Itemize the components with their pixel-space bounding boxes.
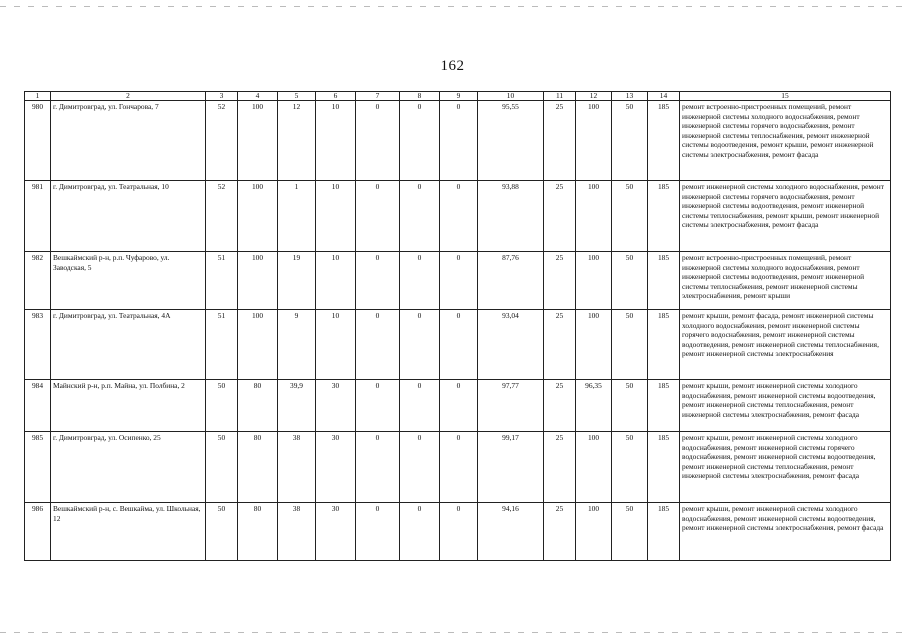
- value-cell: 93,04: [478, 310, 544, 380]
- value-cell: 50: [206, 432, 238, 503]
- table-row: [25, 181, 891, 252]
- value-cell: 93,88: [478, 181, 544, 252]
- address-cell: Вешкаймский р-н, с. Вешкайма, ул. Школьная, 12: [51, 503, 206, 561]
- registry-table: [24, 91, 891, 561]
- value-cell: 0: [440, 252, 478, 310]
- address-cell: г. Димитровград, ул. Театральная, 10: [51, 181, 206, 252]
- table-row: [25, 380, 891, 432]
- value-cell: 50: [612, 432, 648, 503]
- value-cell: 19: [278, 252, 316, 310]
- value-cell: 50: [612, 503, 648, 561]
- value-cell: 52: [206, 181, 238, 252]
- column-header: 13: [612, 92, 648, 101]
- value-cell: 0: [400, 101, 440, 181]
- value-cell: 100: [238, 252, 278, 310]
- value-cell: 185: [648, 380, 680, 432]
- value-cell: 0: [400, 503, 440, 561]
- value-cell: 97,77: [478, 380, 544, 432]
- value-cell: 50: [612, 101, 648, 181]
- value-cell: 0: [440, 503, 478, 561]
- column-header: 10: [478, 92, 544, 101]
- value-cell: 95,55: [478, 101, 544, 181]
- column-header: 5: [278, 92, 316, 101]
- value-cell: 0: [400, 181, 440, 252]
- value-cell: 0: [400, 380, 440, 432]
- row-id: 984: [25, 380, 51, 432]
- value-cell: 38: [278, 503, 316, 561]
- value-cell: 80: [238, 503, 278, 561]
- works-cell: ремонт встроенно-пристроенных помещений, ремонт инженерной системы холодного водоснабжения, ремонт инженерной системы водоотведения, ремонт инженерной системы теплоснабжения, ремонт инженерной системы электроснабжения, ремонт крыши: [680, 252, 891, 310]
- value-cell: 100: [238, 101, 278, 181]
- value-cell: 51: [206, 252, 238, 310]
- column-header: 11: [544, 92, 576, 101]
- value-cell: 0: [440, 380, 478, 432]
- works-cell: ремонт крыши, ремонт фасада, ремонт инженерной системы холодного водоснабжения, ремонт инженерной системы горячего водоснабжения, ремонт инженерной системы водоотведения, ремонт инженерной системы теплоснабжения, ремонт инженерной системы электроснабжения: [680, 310, 891, 380]
- value-cell: 0: [400, 432, 440, 503]
- value-cell: 0: [440, 310, 478, 380]
- value-cell: 0: [356, 380, 400, 432]
- scan-edge-top: [0, 6, 905, 7]
- value-cell: 185: [648, 503, 680, 561]
- value-cell: 38: [278, 432, 316, 503]
- value-cell: 96,35: [576, 380, 612, 432]
- table-row: [25, 310, 891, 380]
- value-cell: 100: [576, 101, 612, 181]
- value-cell: 25: [544, 432, 576, 503]
- value-cell: 10: [316, 310, 356, 380]
- works-cell: ремонт крыши, ремонт инженерной системы холодного водоснабжения, ремонт инженерной системы горячего водоснабжения, ремонт инженерной системы водоотведения, ремонт инженерной системы теплоснабжения, ремонт инженерной системы электроснабжения, ремонт фасада: [680, 432, 891, 503]
- value-cell: 9: [278, 310, 316, 380]
- row-id: 981: [25, 181, 51, 252]
- value-cell: 50: [612, 380, 648, 432]
- scan-edge-bottom: [0, 632, 905, 633]
- value-cell: 1: [278, 181, 316, 252]
- value-cell: 30: [316, 432, 356, 503]
- value-cell: 100: [576, 503, 612, 561]
- value-cell: 100: [576, 432, 612, 503]
- value-cell: 0: [356, 310, 400, 380]
- address-cell: г. Димитровград, ул. Гончарова, 7: [51, 101, 206, 181]
- value-cell: 99,17: [478, 432, 544, 503]
- column-header: 1: [25, 92, 51, 101]
- row-id: 985: [25, 432, 51, 503]
- value-cell: 0: [356, 181, 400, 252]
- value-cell: 25: [544, 310, 576, 380]
- value-cell: 50: [612, 310, 648, 380]
- value-cell: 25: [544, 252, 576, 310]
- table-row: [25, 252, 891, 310]
- value-cell: 100: [238, 310, 278, 380]
- page-number: 162: [440, 58, 465, 74]
- row-id: 983: [25, 310, 51, 380]
- column-header: 4: [238, 92, 278, 101]
- value-cell: 25: [544, 181, 576, 252]
- value-cell: 0: [440, 181, 478, 252]
- address-cell: г. Димитровград, ул. Осипенко, 25: [51, 432, 206, 503]
- address-cell: Вешкаймский р-н, р.п. Чуфарово, ул. Заводская, 5: [51, 252, 206, 310]
- row-id: 982: [25, 252, 51, 310]
- value-cell: 0: [400, 252, 440, 310]
- value-cell: 185: [648, 252, 680, 310]
- value-cell: 0: [440, 101, 478, 181]
- value-cell: 100: [576, 181, 612, 252]
- works-cell: ремонт инженерной системы холодного водоснабжения, ремонт инженерной системы горячего водоснабжения, ремонт инженерной системы водоотведения, ремонт инженерной системы теплоснабжения, ремонт крыши, ремонт инженерной системы электроснабжения, ремонт фасада: [680, 181, 891, 252]
- value-cell: 94,16: [478, 503, 544, 561]
- value-cell: 87,76: [478, 252, 544, 310]
- value-cell: 39,9: [278, 380, 316, 432]
- works-cell: ремонт крыши, ремонт инженерной системы холодного водоснабжения, ремонт инженерной системы водоотведения, ремонт инженерной системы электроснабжения, ремонт фасада: [680, 503, 891, 561]
- value-cell: 51: [206, 310, 238, 380]
- value-cell: 100: [576, 252, 612, 310]
- value-cell: 80: [238, 432, 278, 503]
- value-cell: 80: [238, 380, 278, 432]
- value-cell: 0: [356, 252, 400, 310]
- value-cell: 52: [206, 101, 238, 181]
- row-id: 986: [25, 503, 51, 561]
- value-cell: 0: [400, 310, 440, 380]
- value-cell: 30: [316, 380, 356, 432]
- works-cell: ремонт встроенно-пристроенных помещений, ремонт инженерной системы холодного водоснабжения, ремонт инженерной системы горячего водоснабжения, ремонт инженерной системы теплоснабжения, ремонт инженерной системы водоотведения, ремонт крыши, ремонт инженерной системы электроснабжения, ремонт фасада: [680, 101, 891, 181]
- value-cell: 12: [278, 101, 316, 181]
- value-cell: 25: [544, 380, 576, 432]
- value-cell: 50: [206, 503, 238, 561]
- works-cell: ремонт крыши, ремонт инженерной системы холодного водоснабжения, ремонт инженерной системы водоотведения, ремонт инженерной системы теплоснабжения, ремонт инженерной системы электроснабжения, ремонт фасада: [680, 380, 891, 432]
- column-header: 14: [648, 92, 680, 101]
- value-cell: 185: [648, 181, 680, 252]
- table-row: [25, 101, 891, 181]
- row-id: 980: [25, 101, 51, 181]
- value-cell: 0: [356, 432, 400, 503]
- column-header: 6: [316, 92, 356, 101]
- column-header: 8: [400, 92, 440, 101]
- value-cell: 10: [316, 252, 356, 310]
- column-header: 15: [680, 92, 891, 101]
- value-cell: 0: [440, 432, 478, 503]
- address-cell: г. Димитровград, ул. Театральная, 4А: [51, 310, 206, 380]
- address-cell: Майнский р-н, р.п. Майна, ул. Полбина, 2: [51, 380, 206, 432]
- value-cell: 25: [544, 101, 576, 181]
- column-header: 12: [576, 92, 612, 101]
- value-cell: 100: [576, 310, 612, 380]
- value-cell: 185: [648, 101, 680, 181]
- table-row: [25, 432, 891, 503]
- value-cell: 0: [356, 101, 400, 181]
- column-header: 3: [206, 92, 238, 101]
- column-header: 2: [51, 92, 206, 101]
- value-cell: 30: [316, 503, 356, 561]
- column-header: 9: [440, 92, 478, 101]
- column-number-row: [25, 92, 891, 101]
- column-header: 7: [356, 92, 400, 101]
- value-cell: 10: [316, 181, 356, 252]
- value-cell: 25: [544, 503, 576, 561]
- value-cell: 185: [648, 432, 680, 503]
- value-cell: 50: [206, 380, 238, 432]
- table-row: [25, 503, 891, 561]
- value-cell: 100: [238, 181, 278, 252]
- value-cell: 50: [612, 252, 648, 310]
- value-cell: 10: [316, 101, 356, 181]
- value-cell: 185: [648, 310, 680, 380]
- value-cell: 0: [356, 503, 400, 561]
- value-cell: 50: [612, 181, 648, 252]
